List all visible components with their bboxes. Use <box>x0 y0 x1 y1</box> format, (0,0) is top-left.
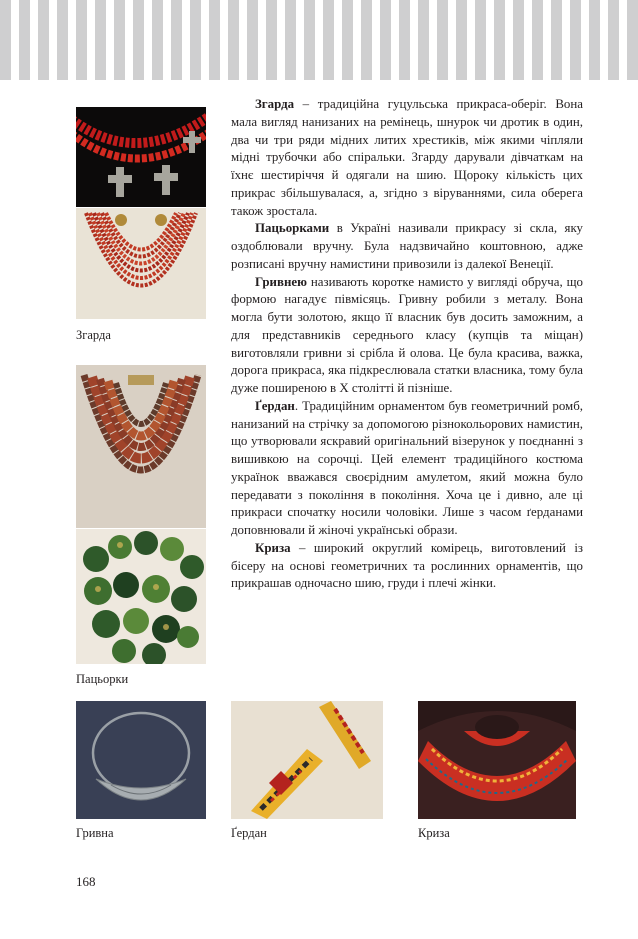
term-kryza: Криза <box>255 540 291 555</box>
caption-kryza: Криза <box>418 826 450 840</box>
paragraph-zgarda <box>231 96 583 220</box>
paragraph-kryza <box>231 540 583 593</box>
zgarda-photo-strands <box>76 208 206 319</box>
zgarda-photo-crosses <box>76 107 206 207</box>
paragraph-zgarda-text: – традиційна гуцульська прикраса-оберіг. Вона мала вигляд нанизаних на ремінець, шнурок чи дротик в один, два чи три ряди мідних литих хрестиків, між якими чіпляли мідні трубочки або спіральки. Згарду дарували дівчаткам на їхнє шестиріччя й одягали на шию. Щороку кількість цих прикрас збільшувалася, а, згідно з віруваннями, сила оберега також зростала. <box>231 97 583 218</box>
paragraph-patsiorky-text: в Україні називали прикрасу зі скла, яку оздоблювали вручну. Була надзвичайно коштовною, адже розписані вручну намистини привозили із далекої Венеції. <box>231 221 583 271</box>
body-text <box>231 96 583 593</box>
header-stripes <box>0 0 638 80</box>
kryza-photo <box>418 701 576 819</box>
paragraph-hryvna <box>231 274 583 398</box>
term-gerdan: Ґердан <box>255 398 295 413</box>
patsiorky-photo-green <box>76 529 206 664</box>
patsiorky-green-image <box>76 529 206 664</box>
term-patsiorky: Пацьорками <box>255 221 330 236</box>
patsiorky-red-image <box>76 365 206 528</box>
paragraph-gerdan-text: . Традиційним орнаментом був геометричний ромб, нанизаний на стрічку за допомогою різнокольорових намистин, що утворювали яскравий оригінальний візерунок у поєднанні з вишивкою на сорочці. Цей елемент традиційного костюма українок вважався своєрідним амулетом, який можна було передавати з покоління в покоління. Хоча це і дивно, але ці прикраси спочатку носили чоловіки. Лише з часом ґерданами доповнювали й жіночі українські образи. <box>231 398 583 537</box>
gerdan-photo <box>231 701 383 819</box>
kryza-image <box>418 701 576 819</box>
paragraph-patsiorky <box>231 220 583 273</box>
caption-hryvna: Гривна <box>76 826 114 840</box>
term-zgarda: Згарда <box>255 97 295 111</box>
term-hryvna: Гривнею <box>255 274 307 289</box>
patsiorky-photo-red <box>76 365 206 528</box>
hryvna-photo <box>76 701 206 819</box>
paragraph-kryza-text: – широкий округлий комірець, виготовлений із бісеру на основі геометричних та рослинних орнаментів, що прикрашав одночасно шию, груди і плечі жінки. <box>231 540 583 591</box>
paragraph-hryvna-text: називають коротке намисто у вигляді обруча, що формою нагадує півмісяць. Гривну робили з металу. Вона могла бути золотою, якщо її власник був досить заможним, а для представників середнього класу (купців та міщан) виготовляли гривни зі срібла й олова. Це була красива, важка, дорога прикраса, яка підкреслювала статки власника, тому була дуже поширеною в X столітті й пізніше. <box>231 274 583 395</box>
page-number: 168 <box>76 874 96 889</box>
gerdan-image <box>231 701 383 819</box>
caption-gerdan: Ґердан <box>231 826 267 840</box>
paragraph-gerdan <box>231 398 583 540</box>
hryvna-image <box>76 701 206 819</box>
zgarda-strands-image <box>76 208 206 319</box>
caption-zgarda: Згарда <box>76 328 111 342</box>
caption-patsiorky: Пацьорки <box>76 672 129 686</box>
zgarda-crosses-image <box>76 107 206 207</box>
